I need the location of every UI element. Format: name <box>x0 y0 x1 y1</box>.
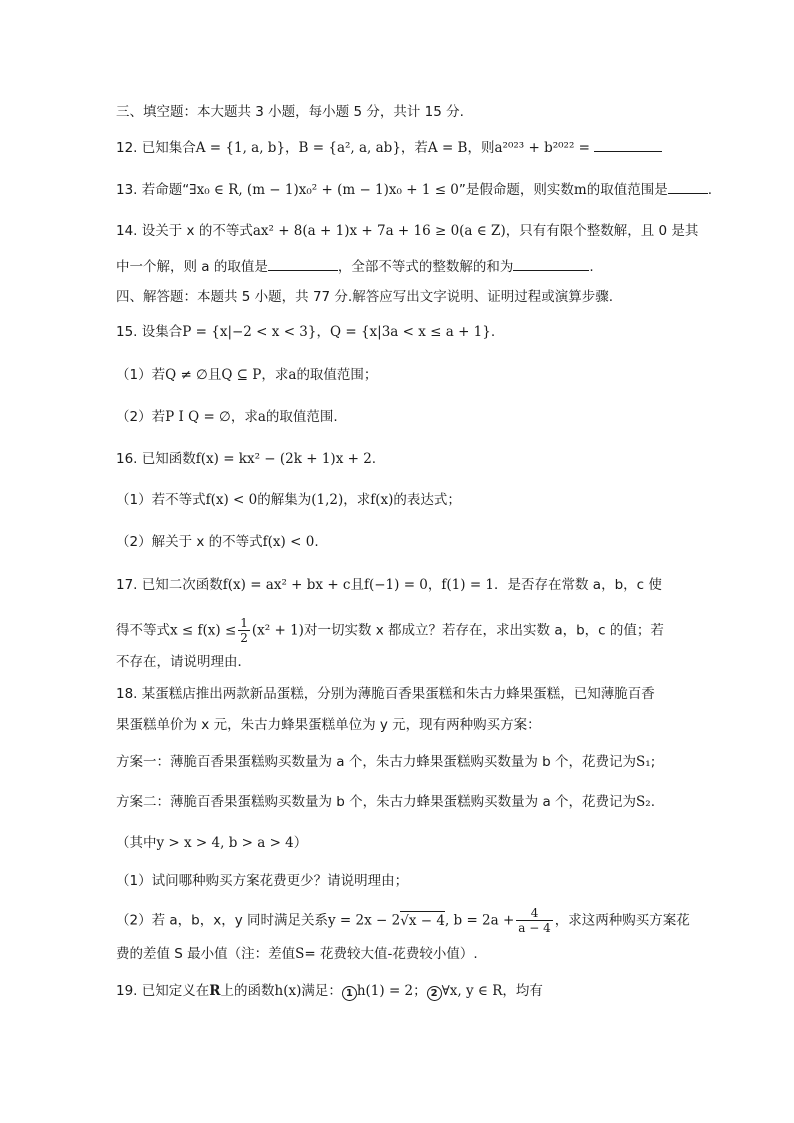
q15-p1-end: 的取值范围； <box>296 367 378 383</box>
section4-header: 四、解答题：本题共 5 小题，共 77 分.解答应写出文字说明、证明过程或演算步骤. <box>116 289 614 305</box>
q18-p2-sqrt-body: x − 4 <box>408 912 445 929</box>
q15-set-q: Q = {x|3a < x ≤ a + 1} <box>329 324 491 340</box>
q16-pre: 已知函数 <box>141 451 196 467</box>
question-14 <box>116 221 699 241</box>
q19-semi: ； <box>413 983 427 999</box>
q18-p2-rel1: y = 2x − 2 <box>328 912 401 929</box>
q16-p2-ineq: f(x) < 0 <box>262 534 315 550</box>
q13-var: m <box>573 182 587 198</box>
q12-pre: 已知集合 <box>141 140 196 156</box>
q13-proposition: ∃x₀ ∈ R, (m − 1)x₀² + (m − 1)x₀ + 1 ≤ 0 <box>189 182 459 198</box>
question-16-part1 <box>116 490 684 510</box>
question-16-part2 <box>116 532 684 552</box>
q18-p2-line2: 费的差值 S 最小值（注：差值 <box>116 946 296 962</box>
q17-frac-num: 1 <box>240 616 248 630</box>
q13-tail: 的取值范围是 <box>586 182 668 198</box>
question-15-part2 <box>116 407 684 427</box>
q14-answer-blank-2[interactable] <box>513 256 589 271</box>
q17-number: 17. <box>116 577 142 593</box>
question-17-line2 <box>116 616 684 645</box>
q19-hx: h(x) <box>274 983 302 999</box>
q14-answer-blank-1[interactable] <box>268 256 338 271</box>
q15-comma: ， <box>316 324 330 340</box>
q17-frac-den: 2 <box>240 631 248 645</box>
question-18-line1: 18. 某蛋糕店推出两款新品蛋糕，分别为薄脆百香果蛋糕和朱古力蜂果蛋糕，已知薄脆百香 <box>116 686 655 702</box>
q19-mid: 上的函数 <box>220 983 275 999</box>
q15-p2-var: a <box>257 409 266 425</box>
q16-p1-mid: 的解集为 <box>257 492 312 508</box>
question-15 <box>116 322 684 342</box>
q15-end: . <box>490 324 496 340</box>
question-18-part2 <box>116 906 690 935</box>
q19-cond1: h(1) = 2 <box>356 983 414 999</box>
q18-p2-rel2: , b = 2a + <box>444 912 515 929</box>
q15-pre: 设集合 <box>141 324 183 340</box>
q18-p2-line2-end: = 花费较大值-花费较小值）. <box>304 946 478 962</box>
q12-set-b: B = {a², a, ab} <box>298 140 401 156</box>
q16-p1-set: (1,2) <box>311 492 344 508</box>
q15-set-p: P = {x|−2 < x < 3} <box>182 324 317 340</box>
question-18-condition <box>116 833 684 853</box>
q16-p2-label: （2）解关于 x 的不等式 <box>116 534 263 550</box>
q15-p1-label: （1）若 <box>116 367 166 383</box>
q18-p2-pre: （2）若 a，b，x，y 同时满足关系 <box>116 912 328 929</box>
q15-p2-end: 的取值范围. <box>265 409 338 425</box>
q16-p1-ask: ，求 <box>343 492 371 508</box>
q12-comma: ， <box>285 140 299 156</box>
q18-cond-pre: （其中 <box>116 835 157 851</box>
q12-answer-blank[interactable] <box>594 137 662 152</box>
q15-p2-label: （2）若 <box>116 409 166 425</box>
q16-function: f(x) = kx² − (2k + 1)x + 2 <box>195 451 372 467</box>
q15-p2-ask: ，求 <box>230 409 258 425</box>
q15-p1-ask: ，求 <box>261 367 289 383</box>
q19-R: R <box>209 983 221 999</box>
q17-ineq-right: (x² + 1) <box>251 622 304 639</box>
q19-post: 满足： <box>301 983 342 999</box>
q14-number: 14. <box>116 223 142 239</box>
q18-fraction <box>516 906 552 935</box>
q17-cond2: f(1) = 1 <box>441 577 495 593</box>
q19-circled-1-icon: 1 <box>342 986 357 1001</box>
q18-p2-post: ，求这两种购买方案花 <box>554 912 690 929</box>
q17-ineq-left: x ≤ f(x) ≤ <box>170 622 237 639</box>
q18-plan1-text: 方案一：薄脆百香果蛋糕购买数量为 a 个，朱古力蜂果蛋糕购买数量为 b 个，花费记为 <box>116 754 637 770</box>
q17-function: f(x) = ax² + bx + c <box>222 577 351 593</box>
q13-number: 13. <box>116 182 142 198</box>
q15-number: 15. <box>116 324 142 340</box>
q19-cond2: ∀x, y ∈ R <box>441 983 503 999</box>
q12-mid2: ，则 <box>467 140 495 156</box>
q13-post: ”是假命题，则实数 <box>458 182 574 198</box>
q19-circled-2-icon: 2 <box>427 986 442 1001</box>
q15-p1-var: a <box>288 367 297 383</box>
q17-and: 且 <box>350 577 364 593</box>
q18-cond: y > x > 4, b > a > 4 <box>156 835 294 851</box>
q14-line2-end: . <box>589 259 594 275</box>
question-12 <box>116 137 684 158</box>
q16-p1-ineq: f(x) < 0 <box>205 492 258 508</box>
section3-header: 三、填空题：本大题共 3 小题，每小题 5 分，共计 15 分. <box>116 104 464 120</box>
q15-p1-cond2: Q ⊆ P <box>221 367 262 383</box>
q17-line2-post: 对一切实数 x 都成立？若存在，求出实数 a，b，c 的值；若 <box>303 622 664 639</box>
q18-plan1-var: S₁ <box>636 754 651 770</box>
q16-number: 16. <box>116 451 142 467</box>
question-16 <box>116 449 684 469</box>
q18-plan1-end: ; <box>650 754 656 770</box>
q18-frac-num: 4 <box>516 906 552 921</box>
q12-set-a: A = {1, a, b} <box>195 140 286 156</box>
q17-comma: ， <box>427 577 442 593</box>
question-17 <box>116 575 684 595</box>
q19-number: 19. <box>116 983 142 999</box>
q16-end: . <box>371 451 377 467</box>
q13-answer-blank[interactable] <box>668 179 708 194</box>
q12-number: 12. <box>116 140 142 156</box>
q18-plan2-text: 方案二：薄脆百香果蛋糕购买数量为 b 个，朱古力蜂果蛋糕购买数量为 a 个，花费记为 <box>116 794 637 810</box>
q17-cond1: f(−1) = 0 <box>363 577 428 593</box>
q18-cond-end: ） <box>293 835 308 851</box>
question-14-line2 <box>116 256 684 277</box>
q18-plan2-end: . <box>650 794 655 810</box>
q15-p2-cond: P I Q = ∅ <box>165 409 231 425</box>
q16-p1-end: 的表达式； <box>393 492 461 508</box>
q17-fraction <box>238 616 250 645</box>
question-19 <box>116 981 684 1001</box>
q14-line2-mid: ，全部不等式的整数解的和为 <box>337 259 514 275</box>
q18-p2-sqrt: √x − 4 <box>400 912 445 929</box>
question-18-line2: 果蛋糕单价为 x 元，朱古力蜂果蛋糕单位为 y 元，现有两种购买方案： <box>116 717 541 733</box>
q17-post: ．是否存在常数 a，b，c 使 <box>494 577 662 593</box>
q12-expression: a²⁰²³ + b²⁰²² = <box>494 140 590 156</box>
question-15-part1 <box>116 365 684 385</box>
q17-line2-pre: 得不等式 <box>116 622 170 639</box>
q18-frac-den: a − 4 <box>518 921 551 935</box>
q13-pre: 若命题“ <box>141 182 190 198</box>
q18-plan2-var: S₂ <box>636 794 651 810</box>
q16-p2-end: . <box>314 534 319 550</box>
q18-p2-S: S <box>295 946 305 962</box>
question-18-plan2 <box>116 792 684 812</box>
q15-p1-cond: Q ≠ ∅ <box>165 367 208 383</box>
question-18-part1: （1）试问哪种购买方案花费更少？请说明理由； <box>116 873 409 889</box>
q12-condition: A = B <box>427 140 468 156</box>
q14-post: ，只有有限个整数解，且 0 是其 <box>505 223 699 239</box>
q14-line2-pre: 中一个解，则 a 的取值是 <box>116 259 268 275</box>
question-18-plan1 <box>116 752 684 772</box>
question-17-line3: 不存在，请说明理由． <box>116 654 251 670</box>
question-18-part2-line2 <box>116 944 684 964</box>
q17-pre: 已知二次函数 <box>141 577 223 593</box>
question-13 <box>116 179 713 200</box>
q16-p1-fx: f(x) <box>370 492 394 508</box>
q19-pre: 已知定义在 <box>141 983 210 999</box>
q16-p1-label: （1）若不等式 <box>116 492 206 508</box>
q14-inequality: ax² + 8(a + 1)x + 7a + 16 ≥ 0(a ∈ Z) <box>252 223 506 239</box>
q12-mid: ，若 <box>400 140 428 156</box>
q15-p1-and: 且 <box>207 367 222 383</box>
q19-end: ，均有 <box>502 983 543 999</box>
q14-pre: 设关于 x 的不等式 <box>141 223 253 239</box>
q13-end: . <box>707 182 713 198</box>
